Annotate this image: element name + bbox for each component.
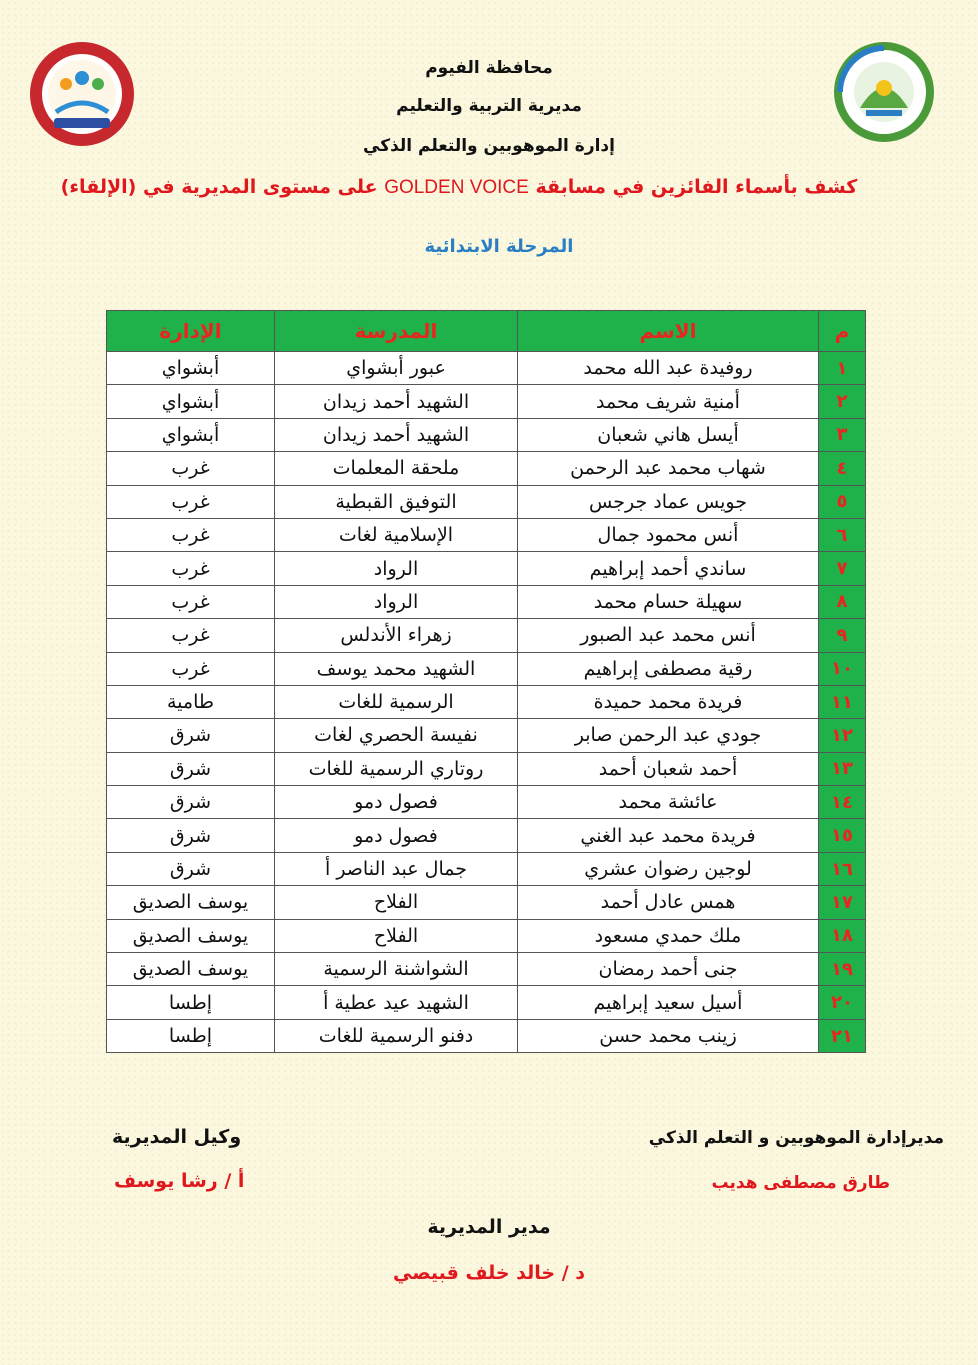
table-row — [107, 986, 866, 1019]
row-admin: يوسف الصديق — [107, 953, 275, 986]
table-row — [107, 852, 866, 885]
row-name: عائشة محمد — [518, 786, 819, 819]
row-name: فريدة محمد حميدة — [518, 685, 819, 718]
row-admin: غرب — [107, 652, 275, 685]
row-num: ٢ — [819, 385, 866, 418]
row-admin: يوسف الصديق — [107, 886, 275, 919]
row-admin: شرق — [107, 752, 275, 785]
deputy-title: وكيل المديرية — [112, 1126, 242, 1148]
row-school: الشهيد عيد عطية أ — [275, 986, 518, 1019]
table-row — [107, 585, 866, 618]
director-name: د / خالد خلف قبيصي — [392, 1262, 586, 1284]
table-row — [107, 786, 866, 819]
title-part-2: على مستوى المديرية في (الإلقاء) — [60, 176, 385, 198]
row-name: ساندي أحمد إبراهيم — [518, 552, 819, 585]
table-row — [107, 352, 866, 385]
row-school: جمال عبد الناصر أ — [275, 852, 518, 885]
row-num: ١٠ — [819, 652, 866, 685]
table-row — [107, 619, 866, 652]
row-name: أحمد شعبان أحمد — [518, 752, 819, 785]
row-num: ٢١ — [819, 1019, 866, 1052]
row-school: نفيسة الحصري لغات — [275, 719, 518, 752]
row-school: الفلاح — [275, 886, 518, 919]
row-num: ١٤ — [819, 786, 866, 819]
table-row — [107, 385, 866, 418]
row-admin: طامية — [107, 685, 275, 718]
row-school: ملحقة المعلمات — [275, 452, 518, 485]
row-school: فصول دمو — [275, 819, 518, 852]
table-row — [107, 418, 866, 451]
row-admin: غرب — [107, 452, 275, 485]
table-row — [107, 452, 866, 485]
directorate-logo — [830, 38, 938, 146]
row-name: جودي عبد الرحمن صابر — [518, 719, 819, 752]
table-row — [107, 886, 866, 919]
row-school: الفلاح — [275, 919, 518, 952]
row-admin: غرب — [107, 485, 275, 518]
table-row — [107, 752, 866, 785]
row-admin: إطسا — [107, 1019, 275, 1052]
row-num: ١٢ — [819, 719, 866, 752]
row-num: ١ — [819, 352, 866, 385]
row-name: رقية مصطفى إبراهيم — [518, 652, 819, 685]
table-row — [107, 518, 866, 551]
row-school: الرواد — [275, 552, 518, 585]
row-num: ١١ — [819, 685, 866, 718]
row-school: الشهيد محمد يوسف — [275, 652, 518, 685]
row-school: عبور أبشواي — [275, 352, 518, 385]
title-english: GOLDEN VOICE — [384, 177, 529, 198]
row-name: جنى أحمد رمضان — [518, 953, 819, 986]
row-school: الرسمية للغات — [275, 685, 518, 718]
row-admin: غرب — [107, 619, 275, 652]
row-num: ١٨ — [819, 919, 866, 952]
row-school: دفنو الرسمية للغات — [275, 1019, 518, 1052]
row-name: روفيدة عبد الله محمد — [518, 352, 819, 385]
row-admin: شرق — [107, 719, 275, 752]
row-admin: غرب — [107, 552, 275, 585]
table-row — [107, 719, 866, 752]
header-admin: الإدارة — [107, 311, 275, 352]
row-admin: شرق — [107, 852, 275, 885]
row-school: الإسلامية لغات — [275, 518, 518, 551]
row-name: فريدة محمد عبد الغني — [518, 819, 819, 852]
row-num: ١٧ — [819, 886, 866, 919]
row-admin: أبشواي — [107, 352, 275, 385]
row-name: همس عادل أحمد — [518, 886, 819, 919]
row-name: سهيلة حسام محمد — [518, 585, 819, 618]
row-num: ٤ — [819, 452, 866, 485]
table-row — [107, 819, 866, 852]
row-school: روتاري الرسمية للغات — [275, 752, 518, 785]
row-num: ٧ — [819, 552, 866, 585]
winners-table — [106, 310, 866, 1053]
table-header-row — [107, 311, 866, 352]
row-name: شهاب محمد عبد الرحمن — [518, 452, 819, 485]
header-school: المدرسة — [275, 311, 518, 352]
deputy-name: أ / رشا يوسف — [114, 1170, 245, 1192]
row-school: الشواشنة الرسمية — [275, 953, 518, 986]
row-num: ٩ — [819, 619, 866, 652]
row-admin: غرب — [107, 585, 275, 618]
row-name: ملك حمدي مسعود — [518, 919, 819, 952]
stage-label: المرحلة الابتدائية — [424, 236, 574, 257]
row-num: ٨ — [819, 585, 866, 618]
row-name: جويس عماد جرجس — [518, 485, 819, 518]
row-name: لوجين رضوان عشري — [518, 852, 819, 885]
governorate-name: محافظة الفيوم — [425, 58, 553, 78]
row-admin: شرق — [107, 819, 275, 852]
row-name: أمنية شريف محمد — [518, 385, 819, 418]
directorate-name: مديرية التربية والتعليم — [396, 96, 582, 116]
gifted-department-logo — [30, 38, 138, 146]
row-admin: شرق — [107, 786, 275, 819]
row-admin: غرب — [107, 518, 275, 551]
table-row — [107, 919, 866, 952]
row-num: ٢٠ — [819, 986, 866, 1019]
row-admin: أبشواي — [107, 385, 275, 418]
row-school: زهراء الأندلس — [275, 619, 518, 652]
header-name: الاسم — [518, 311, 819, 352]
department-director-title: مديرإدارة الموهوبين و التعلم الذكي — [648, 1128, 944, 1148]
row-num: ٦ — [819, 518, 866, 551]
department-name: إدارة الموهوبين والتعلم الذكي — [363, 136, 615, 156]
row-admin: إطسا — [107, 986, 275, 1019]
document-title — [60, 176, 858, 199]
table-row — [107, 953, 866, 986]
title-part-1: كشف بأسماء الفائزين في مسابقة — [528, 176, 858, 198]
row-admin: أبشواي — [107, 418, 275, 451]
row-name: أنس محمود جمال — [518, 518, 819, 551]
row-name: أيسل هاني شعبان — [518, 418, 819, 451]
row-num: ١٩ — [819, 953, 866, 986]
table-row — [107, 685, 866, 718]
row-name: أسيل سعيد إبراهيم — [518, 986, 819, 1019]
director-title: مدير المديرية — [427, 1216, 551, 1238]
row-num: ٥ — [819, 485, 866, 518]
row-school: الشهيد أحمد زيدان — [275, 418, 518, 451]
row-school: الرواد — [275, 585, 518, 618]
row-school: الشهيد أحمد زيدان — [275, 385, 518, 418]
table-row — [107, 552, 866, 585]
row-name: زينب محمد حسن — [518, 1019, 819, 1052]
row-num: ١٥ — [819, 819, 866, 852]
row-name: أنس محمد عبد الصبور — [518, 619, 819, 652]
department-director-name: طارق مصطفى هديب — [711, 1173, 890, 1193]
row-num: ١٣ — [819, 752, 866, 785]
table-row — [107, 652, 866, 685]
table-row — [107, 485, 866, 518]
row-num: ٣ — [819, 418, 866, 451]
row-num: ١٦ — [819, 852, 866, 885]
row-school: التوفيق القبطية — [275, 485, 518, 518]
row-admin: يوسف الصديق — [107, 919, 275, 952]
row-school: فصول دمو — [275, 786, 518, 819]
table-row — [107, 1019, 866, 1052]
header-num: م — [819, 311, 866, 352]
